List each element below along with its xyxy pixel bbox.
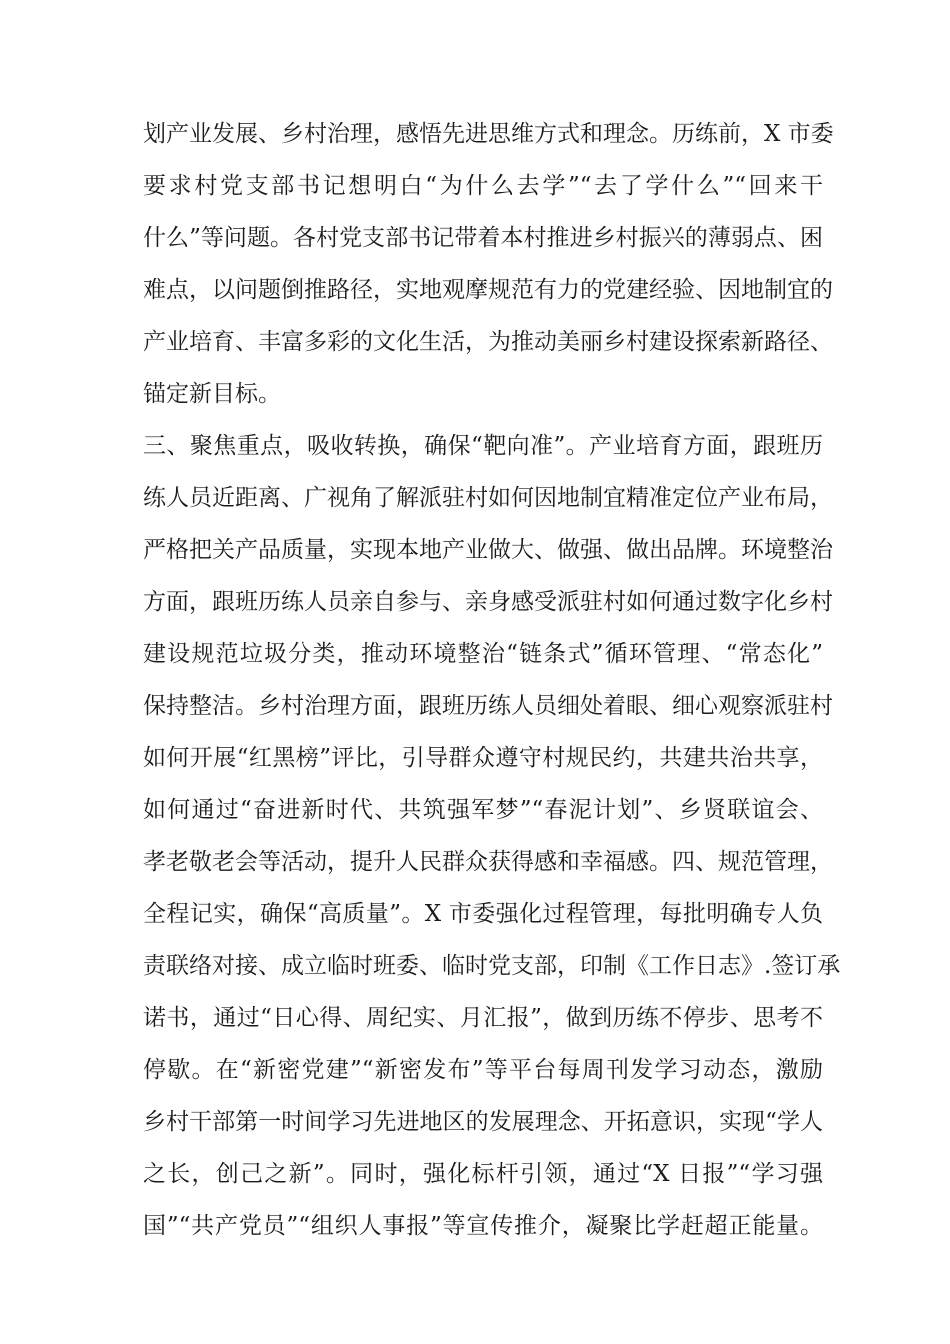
text-line: 如何通过“奋进新时代、共筑强军梦”“春泥计划”、乡贤联谊会、	[143, 797, 823, 823]
text-line: 三、聚焦重点，吸收转换，确保“靶向准”。产业培育方面，跟班历	[143, 433, 823, 459]
text-line: 保持整洁。乡村治理方面，跟班历练人员细处着眼、细心观察派驻村	[143, 693, 833, 719]
text-line: 停歇。在“新密党建”“新密发布”等平台每周刊发学习动态，激励	[143, 1057, 823, 1083]
text-line: 要求村党支部书记想明白“为什么去学”“去了学什么”“回来干	[143, 173, 823, 199]
text-line: 国”“共产党员”“组织人事报”等宣传推介，凝聚比学赶超正能量。	[143, 1213, 823, 1239]
text-line: 练人员近距离、广视角了解派驻村如何因地制宜精准定位产业布局，	[143, 485, 833, 511]
text-line: 乡村干部第一时间学习先进地区的发展理念、开拓意识，实现“学人	[143, 1109, 823, 1135]
text-line: 全程记实，确保“高质量”。X 市委强化过程管理，每批明确专人负	[143, 901, 823, 927]
text-line: 什么”等问题。各村党支部书记带着本村推进乡村振兴的薄弱点、困	[143, 225, 823, 251]
text-line: 锚定新目标。	[143, 381, 281, 407]
text-line: 产业培育、丰富多彩的文化生活，为推动美丽乡村建设探索新路径、	[143, 329, 833, 355]
text-line: 孝老敬老会等活动，提升人民群众获得感和幸福感。四、规范管理，	[143, 849, 833, 875]
text-line: 建设规范垃圾分类，推动环境整治“链条式”循环管理、“常态化”	[143, 641, 823, 667]
text-line: 之长，创己之新”。同时，强化标杆引领，通过“X 日报”“学习强	[143, 1161, 823, 1187]
text-line: 如何开展“红黑榜”评比，引导群众遵守村规民约，共建共治共享，	[143, 745, 823, 771]
body-text	[143, 108, 841, 1252]
text-line: 划产业发展、乡村治理，感悟先进思维方式和理念。历练前，X 市委	[143, 121, 834, 147]
text-line: 方面，跟班历练人员亲自参与、亲身感受派驻村如何通过数字化乡村	[143, 589, 833, 615]
text-line: 诺书，通过“日心得、周纪实、月汇报”，做到历练不停步、思考不	[143, 1005, 823, 1031]
text-line: 严格把关产品质量，实现本地产业做大、做强、做出品牌。环境整治	[143, 537, 833, 563]
text-line: 难点，以问题倒推路径，实地观摩规范有力的党建经验、因地制宜的	[143, 277, 833, 303]
text-line: 责联络对接、成立临时班委、临时党支部，印制《工作日志》.签订承	[143, 953, 841, 979]
